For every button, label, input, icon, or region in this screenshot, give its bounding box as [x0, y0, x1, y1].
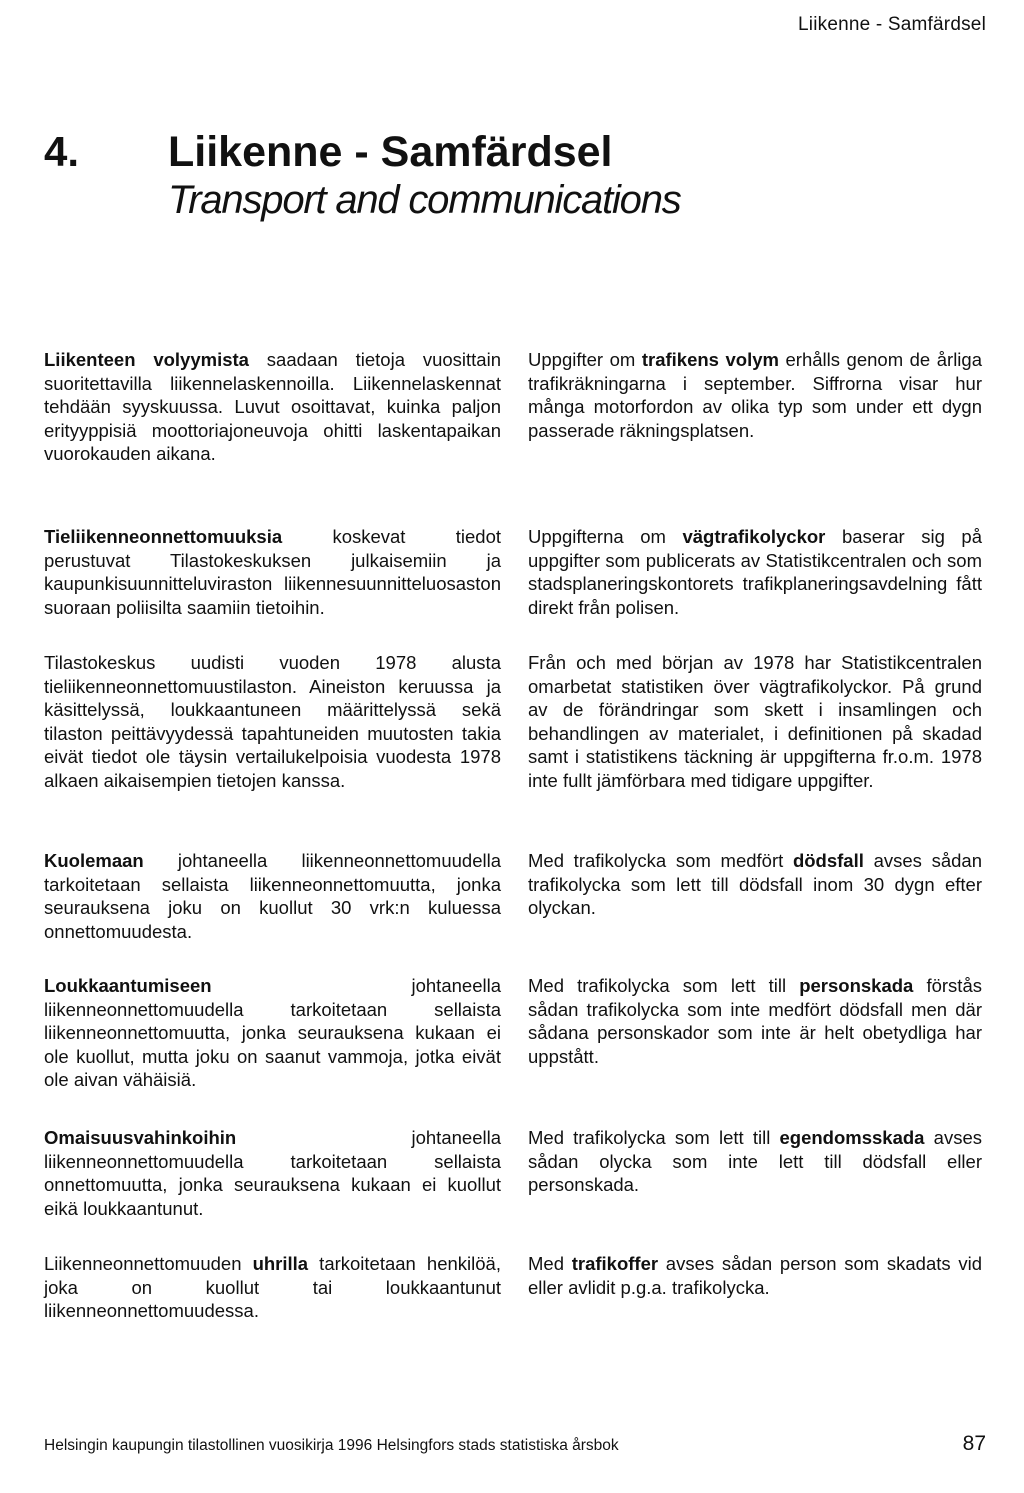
text: saadaan tietoja vuosittain suoritettavilla liikennelaskennoilla. Liikennelaskennat tehdään syyskuussa. Luvut osoittavat, kuinka paljon erityyppisiä moottoriajoneuvoja ohitti laskentapaikan vuorokauden aikana.	[44, 349, 501, 464]
chapter-title: Liikenne - Samfärdsel	[168, 128, 613, 176]
term: vägtrafikolyckor	[682, 526, 826, 547]
term: egendomsskada	[779, 1127, 925, 1148]
text: koskevat tiedot perustuvat Tilastokeskuksen julkaisemiin ja kaupunkisuunnitteluviraston liikennesuunnitteluosaston suoraan poliisilta saamiin tietoihin.	[44, 526, 501, 618]
text: Med trafikolycka som lett till	[528, 1127, 780, 1148]
text: Liikenneonnettomuuden	[44, 1253, 253, 1274]
paragraph-sv-traffic-volume	[528, 348, 982, 442]
text: Med trafikolycka som lett till	[528, 975, 800, 996]
paragraph-sv-fatal	[528, 849, 982, 920]
term: personskada	[799, 975, 914, 996]
paragraph-sv-road-accidents	[528, 525, 982, 619]
text: Uppgifter om	[528, 349, 642, 370]
term: Tieliikenneonnettomuuksia	[44, 526, 283, 547]
page-footer	[44, 1432, 986, 1462]
term: Kuolemaan	[44, 850, 144, 871]
paragraph-fi-victim	[44, 1252, 501, 1323]
term: Liikenteen volyymista	[44, 349, 249, 370]
term: Loukkaantumiseen	[44, 975, 212, 996]
term: Omaisuusvahinkoihin	[44, 1127, 237, 1148]
footer-text: Helsingin kaupungin tilastollinen vuosikirja 1996 Helsingfors stads statistiska årsbok	[44, 1437, 619, 1454]
text: avses sådan person som skadats vid eller avlidit p.g.a. trafikolycka.	[528, 1253, 982, 1298]
term: uhrilla	[252, 1253, 309, 1274]
text: avses sådan olycka som inte lett till dödsfall eller personskada.	[528, 1127, 982, 1195]
text: johtaneella liikenneonnettomuudella tarkoitetaan sellaista liikenneonnettomuutta, jonka seurauksena joku on kuollut 30 vrk:n kuluessa onnettomuudesta.	[44, 850, 501, 942]
page-number: 87	[962, 1432, 986, 1455]
chapter-number: 4.	[44, 128, 80, 175]
term: trafikoffer	[571, 1253, 659, 1274]
term: dödsfall	[792, 850, 864, 871]
paragraph-sv-victim	[528, 1252, 982, 1299]
paragraph-fi-fatal	[44, 849, 501, 943]
paragraph-fi-statistics-revision	[44, 651, 501, 792]
paragraph-sv-statistics-revision	[528, 651, 982, 792]
paragraph-fi-road-accidents	[44, 525, 501, 619]
text: baserar sig på uppgifter som publicerats av Statistikcentralen och som stadsplaneringskontorets trafikplaneringsavdelning fått direkt från polisen.	[528, 526, 983, 618]
text: Tilastokeskus uudisti vuoden 1978 alusta tieliikenneonnettomuustilaston. Aineiston keruussa ja käsittelyssä, loukkaantuneen määrittelyssä sekä tilaston peittävyydessä tapahtuneiden muutosten takia eivät tiedot ole täysin vertailukelpoisia vuodesta 1978 alkaen aikaisempien tietojen kanssa.	[44, 652, 501, 791]
paragraph-fi-property-damage	[44, 1126, 501, 1220]
text: avses sådan trafikolycka som lett till dödsfall inom 30 dygn efter olyckan.	[528, 850, 982, 918]
text: Med trafikolycka som medfört	[528, 850, 793, 871]
text: förstås sådan trafikolycka som inte medfört dödsfall men där sådana personskador som inte är helt obetydliga har uppstått.	[528, 975, 982, 1067]
text: Uppgifterna om	[528, 526, 683, 547]
text: tarkoitetaan henkilöä, joka on kuollut tai loukkaantunut liikenneonnettomuudessa.	[44, 1253, 501, 1321]
text: Från och med början av 1978 har Statistikcentralen omarbetat statistiken över vägtrafikolyckor. På grund av de förändringar som skett i insamlingen och behandlingen av materialet, i definitionen på skadad samt i statistikens täckning är uppgifterna fr.o.m. 1978 inte fullt jämförbara med tidigare uppgifter.	[528, 652, 982, 791]
term: trafikens volym	[641, 349, 779, 370]
text: johtaneella liikenneonnettomuudella tarkoitetaan sellaista onnettomuutta, jonka seurauksena kukaan ei kuollut eikä loukkaantunut.	[44, 1127, 501, 1219]
text: johtaneella liikenneonnettomuudella tarkoitetaan sellaista liikenneonnettomuutta, jonka seurauksena kukaan ei ole kuollut, mutta joku on saanut vammoja, jotka eivät ole aivan vähäisiä.	[44, 975, 501, 1090]
chapter-subtitle: Transport and communications	[168, 178, 681, 222]
text: Med	[528, 1253, 572, 1274]
running-head: Liikenne - Samfärdsel	[798, 14, 986, 35]
paragraph-fi-injury	[44, 974, 501, 1092]
text: erhålls genom de årliga trafikräkningarna i september. Siffrorna visar hur många motorfordon av olika typ som under ett dygn passerade räkningsplatsen.	[528, 349, 982, 441]
paragraph-sv-injury	[528, 974, 982, 1068]
paragraph-sv-property-damage	[528, 1126, 982, 1197]
paragraph-fi-traffic-volume	[44, 348, 501, 466]
